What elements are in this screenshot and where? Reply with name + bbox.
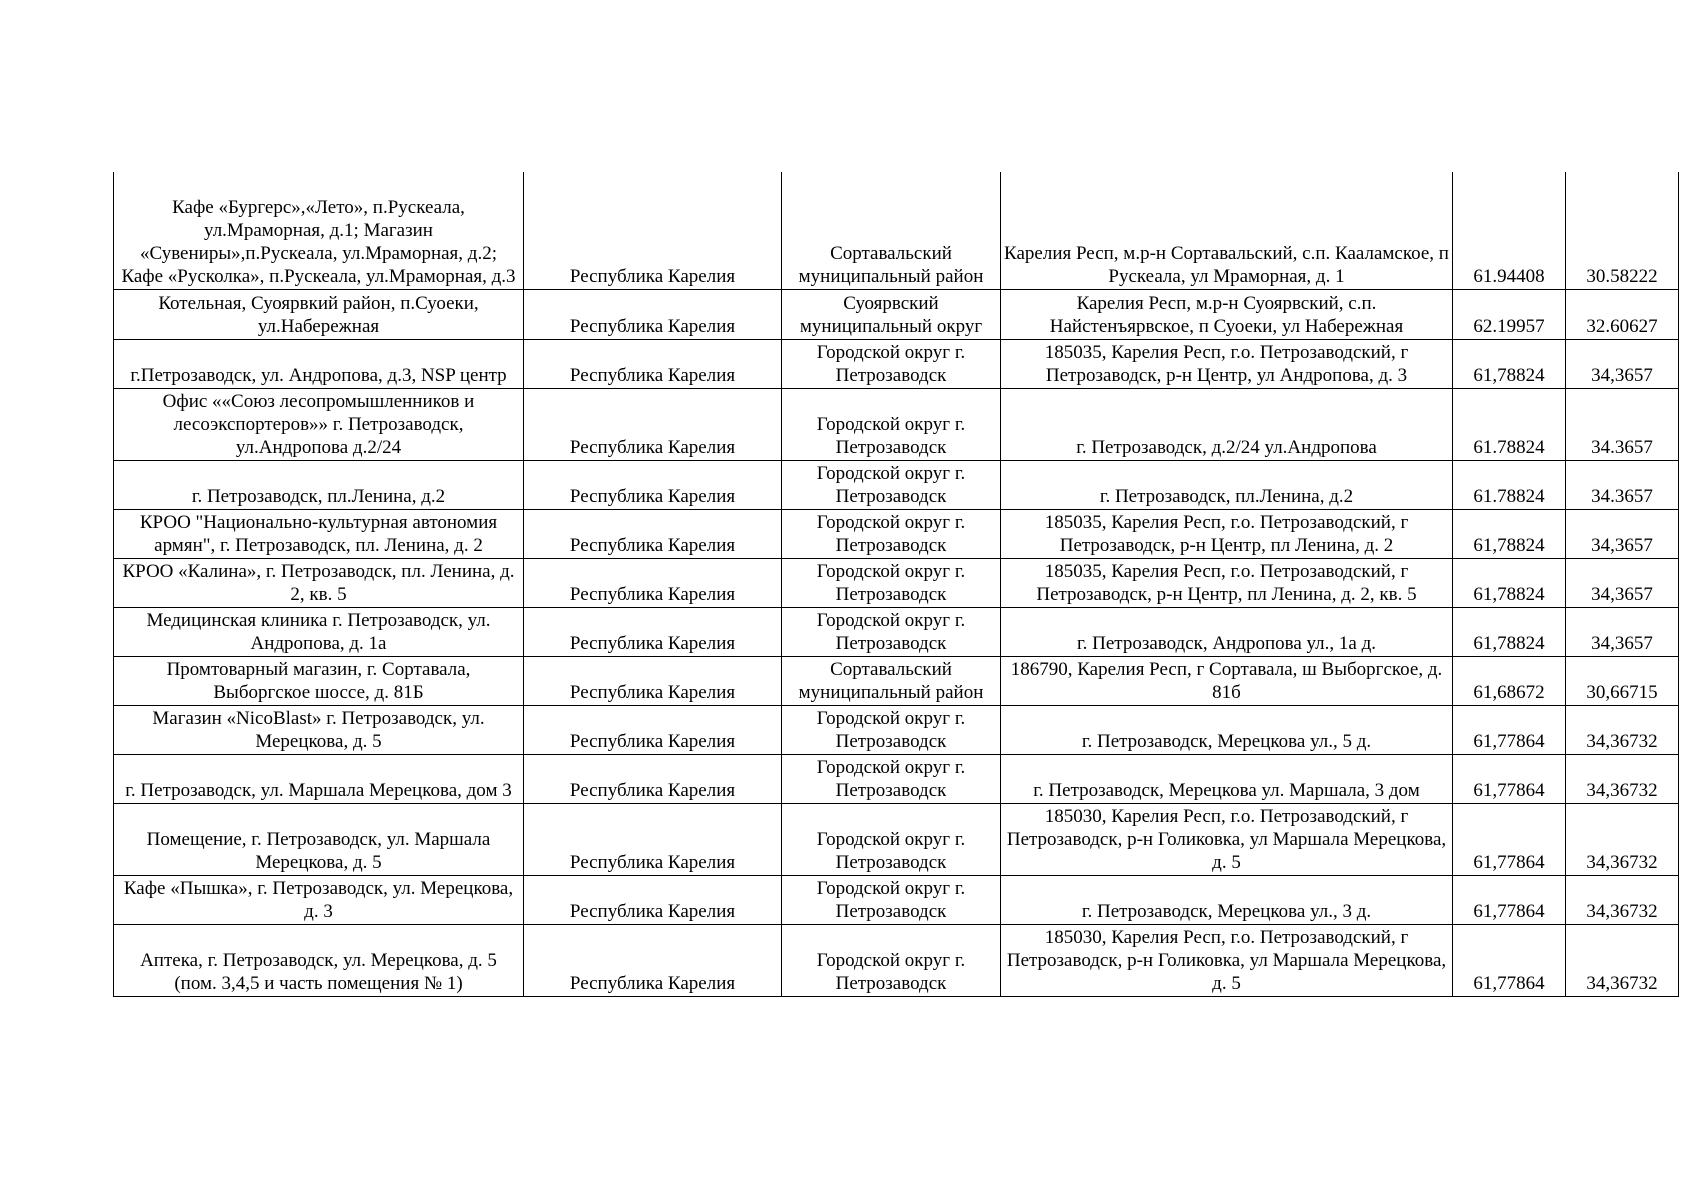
cell-address: 186790, Карелия Респ, г Сортавала, ш Выборгское, д. 81б — [1001, 656, 1453, 705]
table-row — [114, 509, 1679, 558]
cell-region: Республика Карелия — [524, 924, 782, 996]
cell-object-name: Котельная, Суоярвкий район, п.Суоеки, ул.Набережная — [114, 289, 524, 339]
cell-latitude: 61,77864 — [1453, 754, 1566, 803]
cell-object-name: Аптека, г. Петрозаводск, ул. Мерецкова, д. 5 (пом. 3,4,5 и часть помещения № 1) — [114, 924, 524, 996]
cell-latitude: 61.78824 — [1453, 460, 1566, 509]
cell-latitude: 61,77864 — [1453, 803, 1566, 875]
cell-object-name: Магазин «NicoBlast» г. Петрозаводск, ул. Мерецкова, д. 5 — [114, 705, 524, 754]
cell-municipality: Городской округ г. Петрозаводск — [782, 460, 1001, 509]
cell-address: 185035, Карелия Респ, г.о. Петрозаводский, г Петрозаводск, р-н Центр, пл Ленина, д. 2 — [1001, 509, 1453, 558]
cell-latitude: 61,78824 — [1453, 339, 1566, 388]
table-row — [114, 705, 1679, 754]
cell-longitude: 34,3657 — [1566, 607, 1679, 656]
cell-object-name: Медицинская клиника г. Петрозаводск, ул. Андропова, д. 1а — [114, 607, 524, 656]
cell-latitude: 61,77864 — [1453, 705, 1566, 754]
cell-region: Республика Карелия — [524, 607, 782, 656]
cell-latitude: 61,68672 — [1453, 656, 1566, 705]
cell-region: Республика Карелия — [524, 509, 782, 558]
table-row — [114, 875, 1679, 924]
cell-municipality: Городской округ г. Петрозаводск — [782, 705, 1001, 754]
cell-region: Республика Карелия — [524, 558, 782, 607]
cell-municipality: Сортавальский муниципальный район — [782, 656, 1001, 705]
cell-longitude: 34.3657 — [1566, 460, 1679, 509]
cell-region: Республика Карелия — [524, 754, 782, 803]
table-row — [114, 924, 1679, 996]
table-row — [114, 558, 1679, 607]
cell-object-name: КРОО «Калина», г. Петрозаводск, пл. Ленина, д. 2, кв. 5 — [114, 558, 524, 607]
cell-address: 185030, Карелия Респ, г.о. Петрозаводский, г Петрозаводск, р-н Голиковка, ул Маршала Мерецкова, д. 5 — [1001, 924, 1453, 996]
cell-longitude: 34,36732 — [1566, 705, 1679, 754]
cell-address: г. Петрозаводск, д.2/24 ул.Андропова — [1001, 388, 1453, 460]
cell-longitude: 34,3657 — [1566, 339, 1679, 388]
locations-table — [113, 172, 1679, 997]
cell-longitude: 34,36732 — [1566, 754, 1679, 803]
cell-longitude: 34,36732 — [1566, 803, 1679, 875]
cell-region: Республика Карелия — [524, 172, 782, 289]
cell-region: Республика Карелия — [524, 705, 782, 754]
table-row — [114, 460, 1679, 509]
cell-municipality: Городской округ г. Петрозаводск — [782, 754, 1001, 803]
cell-municipality: Сортавальский муниципальный район — [782, 172, 1001, 289]
cell-address: 185035, Карелия Респ, г.о. Петрозаводский, г Петрозаводск, р-н Центр, пл Ленина, д. 2, кв. 5 — [1001, 558, 1453, 607]
cell-municipality: Городской округ г. Петрозаводск — [782, 509, 1001, 558]
cell-region: Республика Карелия — [524, 289, 782, 339]
cell-municipality: Суоярвский муниципальный округ — [782, 289, 1001, 339]
cell-object-name: г.Петрозаводск, ул. Андропова, д.3, NSP центр — [114, 339, 524, 388]
table-row — [114, 388, 1679, 460]
cell-address: г. Петрозаводск, Мерецкова ул., 5 д. — [1001, 705, 1453, 754]
locations-table-body — [114, 172, 1679, 996]
cell-object-name: г. Петрозаводск, ул. Маршала Мерецкова, дом 3 — [114, 754, 524, 803]
cell-latitude: 62.19957 — [1453, 289, 1566, 339]
cell-municipality: Городской округ г. Петрозаводск — [782, 875, 1001, 924]
cell-longitude: 32.60627 — [1566, 289, 1679, 339]
cell-address: г. Петрозаводск, Мерецкова ул., 3 д. — [1001, 875, 1453, 924]
table-row — [114, 289, 1679, 339]
cell-region: Республика Карелия — [524, 339, 782, 388]
cell-municipality: Городской округ г. Петрозаводск — [782, 339, 1001, 388]
cell-address: г. Петрозаводск, Мерецкова ул. Маршала, 3 дом — [1001, 754, 1453, 803]
table-row — [114, 607, 1679, 656]
cell-longitude: 30.58222 — [1566, 172, 1679, 289]
cell-region: Республика Карелия — [524, 875, 782, 924]
cell-municipality: Городской округ г. Петрозаводск — [782, 607, 1001, 656]
cell-municipality: Городской округ г. Петрозаводск — [782, 558, 1001, 607]
cell-object-name: Кафе «Бургерс»,«Лето», п.Рускеала, ул.Мраморная, д.1; Магазин «Сувениры»,п.Рускеала, ул.Мраморная, д.2; Кафе «Русколка», п.Рускеала, ул.Мраморная, д.3 — [114, 172, 524, 289]
table-row — [114, 172, 1679, 289]
cell-longitude: 34,36732 — [1566, 875, 1679, 924]
cell-municipality: Городской округ г. Петрозаводск — [782, 803, 1001, 875]
cell-latitude: 61,77864 — [1453, 924, 1566, 996]
table-row — [114, 803, 1679, 875]
cell-latitude: 61.94408 — [1453, 172, 1566, 289]
cell-address: 185035, Карелия Респ, г.о. Петрозаводский, г Петрозаводск, р-н Центр, ул Андропова, д. 3 — [1001, 339, 1453, 388]
cell-object-name: Офис ««Союз лесопромышленников и лесоэкспортеров»» г. Петрозаводск, ул.Андропова д.2/24 — [114, 388, 524, 460]
cell-object-name: КРОО "Национально-культурная автономия армян", г. Петрозаводск, пл. Ленина, д. 2 — [114, 509, 524, 558]
table-row — [114, 339, 1679, 388]
cell-latitude: 61,78824 — [1453, 607, 1566, 656]
cell-address: г. Петрозаводск, пл.Ленина, д.2 — [1001, 460, 1453, 509]
table-row — [114, 754, 1679, 803]
table-row — [114, 656, 1679, 705]
cell-region: Республика Карелия — [524, 656, 782, 705]
cell-object-name: Кафе «Пышка», г. Петрозаводск, ул. Мерецкова, д. 3 — [114, 875, 524, 924]
cell-address: 185030, Карелия Респ, г.о. Петрозаводский, г Петрозаводск, р-н Голиковка, ул Маршала Мерецкова, д. 5 — [1001, 803, 1453, 875]
cell-municipality: Городской округ г. Петрозаводск — [782, 924, 1001, 996]
cell-longitude: 34,3657 — [1566, 558, 1679, 607]
cell-object-name: г. Петрозаводск, пл.Ленина, д.2 — [114, 460, 524, 509]
cell-address: г. Петрозаводск, Андропова ул., 1а д. — [1001, 607, 1453, 656]
cell-address: Карелия Респ, м.р-н Сортавальский, с.п. Кааламское, п Рускеала, ул Мраморная, д. 1 — [1001, 172, 1453, 289]
cell-latitude: 61,77864 — [1453, 875, 1566, 924]
cell-longitude: 34.3657 — [1566, 388, 1679, 460]
cell-region: Республика Карелия — [524, 803, 782, 875]
cell-latitude: 61,78824 — [1453, 558, 1566, 607]
cell-longitude: 30,66715 — [1566, 656, 1679, 705]
cell-longitude: 34,3657 — [1566, 509, 1679, 558]
cell-region: Республика Карелия — [524, 388, 782, 460]
cell-longitude: 34,36732 — [1566, 924, 1679, 996]
cell-latitude: 61.78824 — [1453, 388, 1566, 460]
cell-latitude: 61,78824 — [1453, 509, 1566, 558]
cell-municipality: Городской округ г. Петрозаводск — [782, 388, 1001, 460]
cell-address: Карелия Респ, м.р-н Суоярвский, с.п. Найстенъярвское, п Суоеки, ул Набережная — [1001, 289, 1453, 339]
cell-region: Республика Карелия — [524, 460, 782, 509]
cell-object-name: Помещение, г. Петрозаводск, ул. Маршала Мерецкова, д. 5 — [114, 803, 524, 875]
cell-object-name: Промтоварный магазин, г. Сортавала, Выборгское шоссе, д. 81Б — [114, 656, 524, 705]
